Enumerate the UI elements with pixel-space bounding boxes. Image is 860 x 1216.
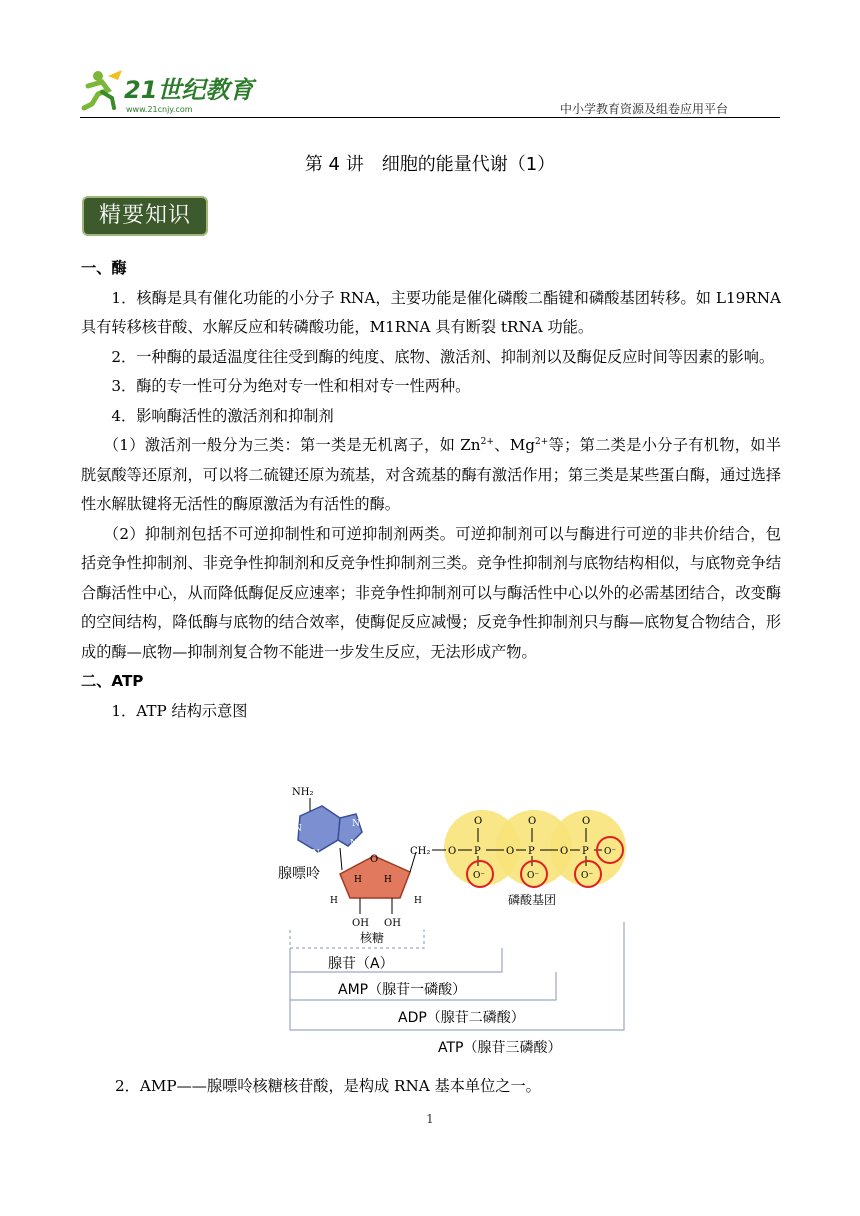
- main-content: [81, 254, 781, 726]
- runner-icon: [84, 70, 122, 108]
- svg-text:P: P: [582, 846, 589, 857]
- page-number: 1: [426, 1112, 434, 1126]
- svg-text:CH₂: CH₂: [410, 846, 431, 857]
- svg-text:O⁻: O⁻: [473, 871, 486, 881]
- label-adenine: 腺嘌呤: [278, 866, 320, 882]
- activator-paragraph: （1）激活剂一般分为三类：第一类是无机离子，如 $Zn^{2+}$、$Mg^{2+}$等；第二类是小分子有机物，如半胱氨酸等还原剂，可以将二硫键还原为巯基，对含巯基的酶有激活作用；第三类是某些蛋白酶，通过选择性水解肽键将无活性的酶原激活为有活性的酶。: [81, 436, 782, 513]
- page-title: 第 4 讲 细胞的能量代谢（1）: [304, 154, 556, 175]
- label-phosphate-group: 磷酸基团: [508, 893, 557, 907]
- platform-name: 中小学教育资源及组卷应用平台: [560, 102, 729, 116]
- svg-text:OH: OH: [352, 918, 369, 929]
- svg-text:P: P: [528, 846, 535, 857]
- atp-structure-diagram: [270, 778, 630, 1064]
- section-heading-atp: 二、ATP: [81, 672, 144, 690]
- svg-text:NH₂: NH₂: [292, 787, 314, 798]
- adenine-ring: [292, 787, 362, 859]
- ribose-ring: [330, 854, 422, 929]
- svg-text:O: O: [370, 854, 379, 865]
- enzyme-item-1: 1．核酶是具有催化功能的小分子 RNA，主要功能是催化磷酸二酯键和磷酸基团转移。如 L19RNA 具有转移核苷酸、水解反应和转磷酸功能，M1RNA 具有断裂 tRNA 功能。: [81, 288, 781, 336]
- enzyme-item-3: 3．酶的专一性可分为绝对专一性和相对专一性两种。: [111, 377, 471, 395]
- logo-text: 21世纪教育: [124, 76, 254, 104]
- inhibitor-paragraph: （2）抑制剂包括不可逆抑制性和可逆抑制剂两类。可逆抑制剂可以与酶进行可逆的非共价结合，包括竞争性抑制剂、非竞争性抑制剂和反竞争性抑制剂三类。竞争性抑制剂与底物结构相似，与底物竞争结合酶活性中心，从而降低酶促反应速率；非竞争性抑制剂可以与酶活性中心以外的必需基团结合，改变酶的空间结构，降低酶与底物的结合效率，使酶促反应减慢；反竞争性抑制剂只与酶—底物复合物结合，形成的酶—底物—抑制剂复合物不能进一步发生反应，无法形成产物。: [81, 524, 781, 661]
- atp-item-2: 2．AMP——腺嘌呤核糖核苷酸，是构成 RNA 基本单位之一。: [115, 1077, 541, 1095]
- svg-text:N: N: [294, 824, 302, 834]
- svg-text:O⁻: O⁻: [604, 847, 617, 857]
- svg-text:N: N: [312, 849, 320, 859]
- svg-text:H: H: [354, 875, 362, 885]
- header-divider: [80, 117, 780, 118]
- svg-text:H: H: [330, 896, 338, 906]
- logo-url: www.21cnjy.com: [126, 105, 193, 114]
- svg-text:O: O: [506, 846, 515, 857]
- svg-text:N: N: [352, 819, 360, 829]
- svg-text:P: P: [474, 846, 481, 857]
- svg-text:O: O: [448, 846, 457, 857]
- svg-text:H: H: [414, 896, 422, 906]
- enzyme-item-2: 2．一种酶的最适温度往往受到酶的纯度、底物、激活剂、抑制剂以及酶促反应时间等因素的影响。: [111, 347, 775, 366]
- label-adenosine: 腺苷（A）: [328, 956, 394, 972]
- svg-text:O⁻: O⁻: [527, 871, 540, 881]
- svg-text:N: N: [350, 839, 358, 849]
- label-adp: ADP（腺苷二磷酸）: [398, 1010, 525, 1026]
- label-amp: AMP（腺苷一磷酸）: [338, 982, 467, 998]
- atp-item-1: 1．ATP 结构示意图: [111, 701, 248, 720]
- svg-text:O: O: [528, 816, 537, 827]
- svg-text:O: O: [560, 846, 569, 857]
- enzyme-item-4: 4．影响酶活性的激活剂和抑制剂: [111, 406, 334, 425]
- label-ribose: 核糖: [360, 931, 385, 945]
- section-heading-enzyme: 一、酶: [81, 259, 127, 277]
- label-atp: ATP（腺苷三磷酸）: [438, 1040, 562, 1056]
- svg-text:O⁻: O⁻: [581, 871, 594, 881]
- svg-text:OH: OH: [384, 918, 401, 929]
- site-logo: [78, 68, 258, 116]
- section-badge: 精要知识: [82, 196, 208, 236]
- svg-text:O: O: [582, 816, 591, 827]
- svg-text:H: H: [384, 875, 392, 885]
- svg-text:O: O: [474, 816, 483, 827]
